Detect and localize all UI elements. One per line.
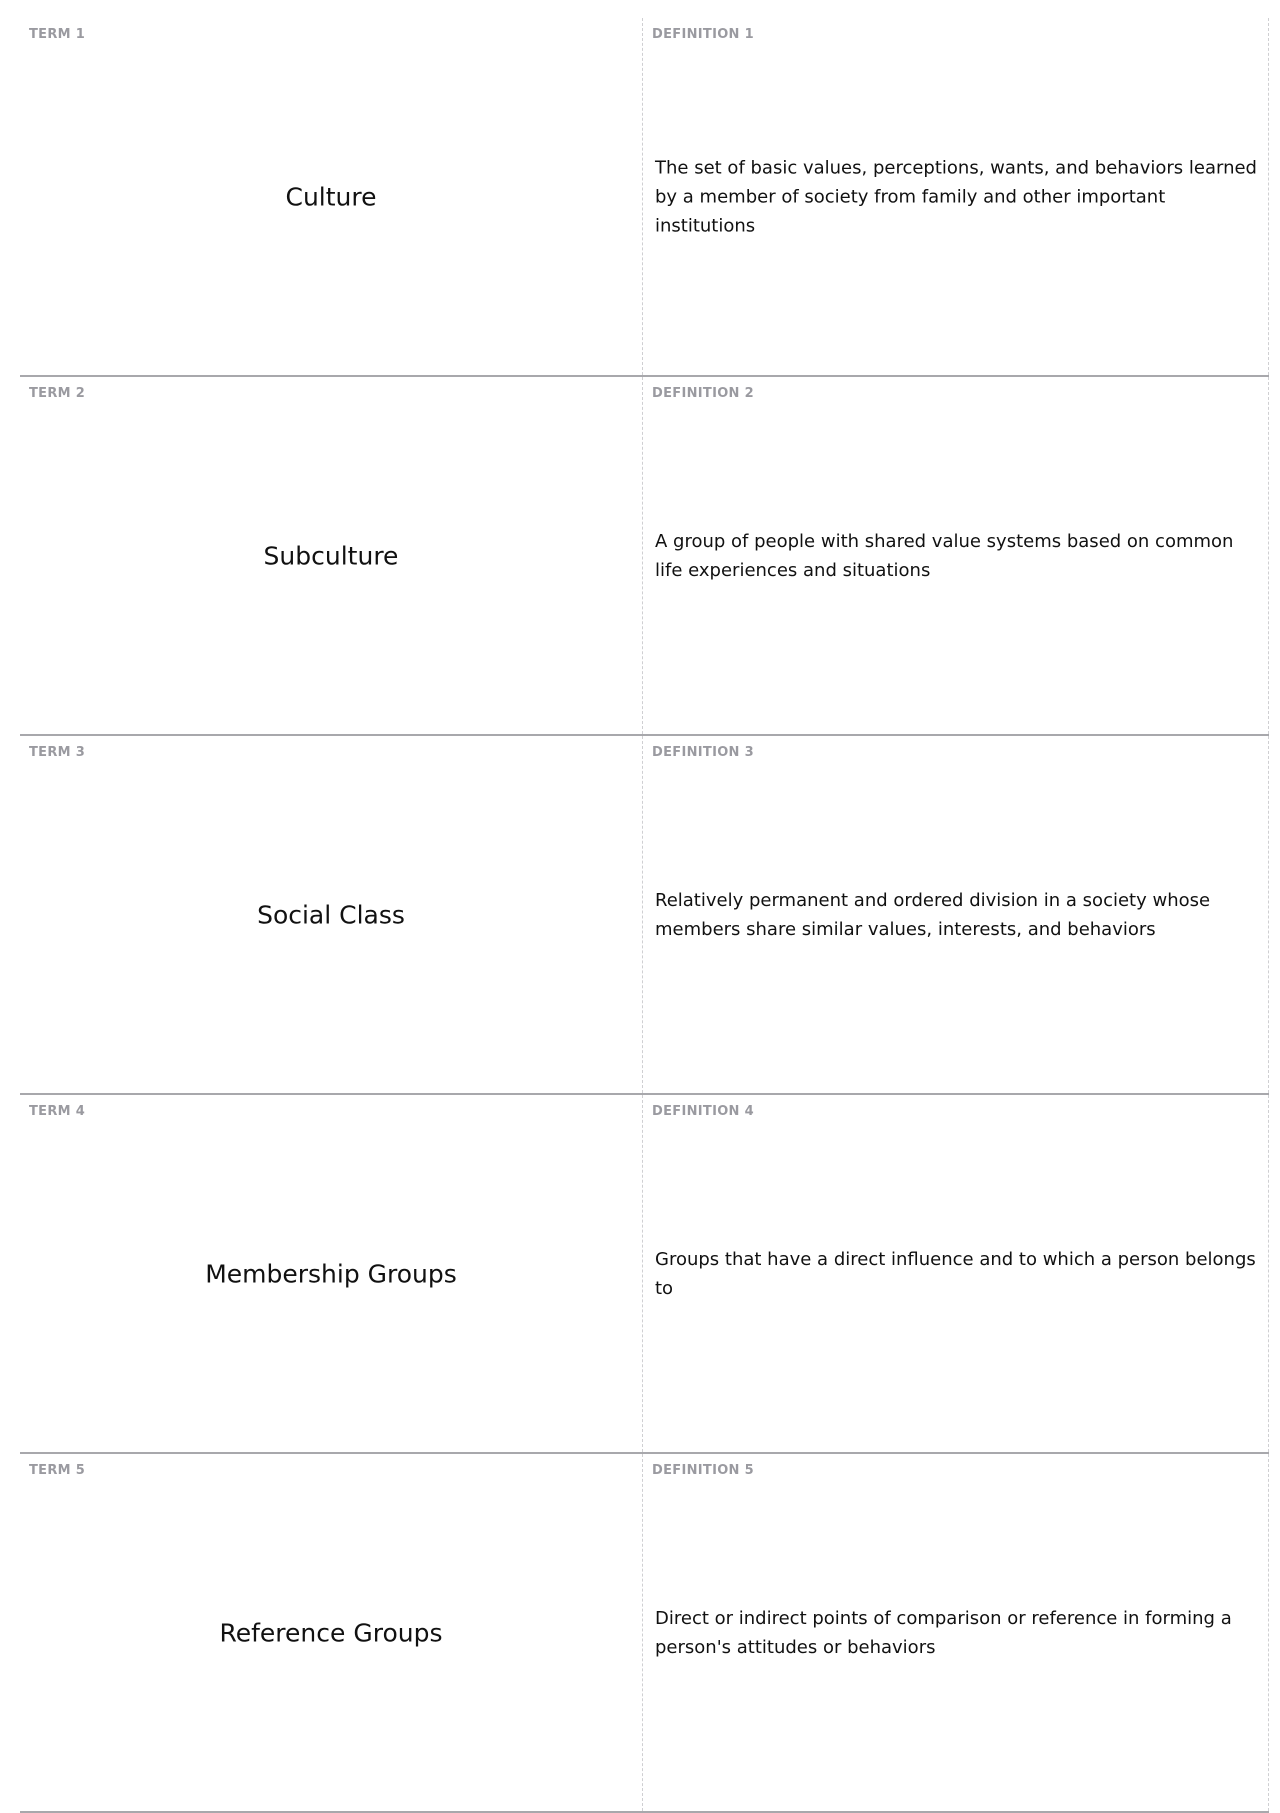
definition-label: DEFINITION 4 <box>652 1104 754 1119</box>
term-cell <box>20 377 643 734</box>
definition-cell <box>643 1095 1269 1452</box>
definition-text: A group of people with shared value systems based on common life experiences and situations <box>655 530 1234 581</box>
definition-label: DEFINITION 1 <box>652 27 754 42</box>
term-text: Social Class <box>257 900 405 929</box>
definition-cell <box>643 1454 1269 1811</box>
flashcard-sheet <box>20 18 1269 1813</box>
definition-text: Groups that have a direct influence and to which a person belongs to <box>655 1248 1256 1299</box>
definition-text: Direct or indirect points of comparison or reference in forming a person's attitudes or behaviors <box>655 1607 1232 1658</box>
definition-text: Relatively permanent and ordered division in a society whose members share similar values, interests, and behaviors <box>655 889 1211 940</box>
definition-label: DEFINITION 3 <box>652 745 754 760</box>
term-text: Culture <box>285 182 377 211</box>
term-label: TERM 5 <box>29 1463 86 1478</box>
card-row <box>20 736 1269 1095</box>
term-label: TERM 3 <box>29 745 86 760</box>
term-text: Membership Groups <box>205 1259 457 1288</box>
term-cell <box>20 736 643 1093</box>
term-label: TERM 4 <box>29 1104 86 1119</box>
term-label: TERM 1 <box>29 27 86 42</box>
card-row <box>20 18 1269 377</box>
term-text: Reference Groups <box>219 1618 443 1647</box>
definition-text: The set of basic values, perceptions, wants, and behaviors learned by a member of society from family and other important institutions <box>655 157 1257 236</box>
card-row <box>20 1095 1269 1454</box>
definition-cell <box>643 736 1269 1093</box>
card-row <box>20 1454 1269 1813</box>
term-text: Subculture <box>263 541 399 570</box>
term-label: TERM 2 <box>29 386 86 401</box>
term-cell <box>20 1095 643 1452</box>
definition-cell <box>643 18 1269 375</box>
card-row <box>20 377 1269 736</box>
definition-label: DEFINITION 2 <box>652 386 754 401</box>
term-cell <box>20 1454 643 1811</box>
definition-label: DEFINITION 5 <box>652 1463 754 1478</box>
term-cell <box>20 18 643 375</box>
definition-cell <box>643 377 1269 734</box>
